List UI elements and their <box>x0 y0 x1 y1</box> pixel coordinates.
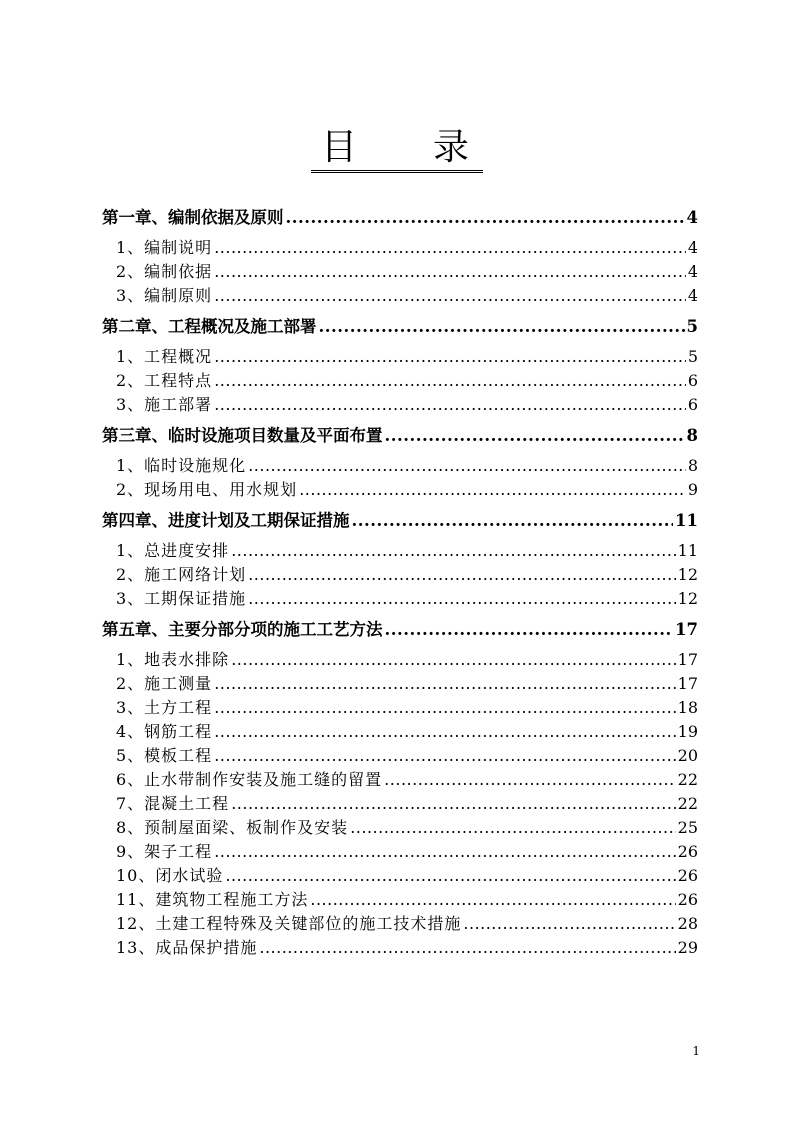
toc-entry-label: 1、临时设施规化 <box>116 456 247 475</box>
toc-dot-leader <box>319 315 685 339</box>
toc-entry-label: 1、编制说明 <box>116 238 213 257</box>
toc-section-entry[interactable] <box>102 816 698 840</box>
toc-entry-label: 13、成品保护措施 <box>116 938 258 957</box>
toc-section-entry[interactable] <box>102 284 698 308</box>
toc-entry-page-number: 17 <box>677 650 698 669</box>
toc-entry-page-number: 22 <box>677 770 698 789</box>
toc-entry-page-number: 4 <box>687 238 698 257</box>
toc-entry-page-number: 8 <box>687 456 698 475</box>
toc-chapter-entry[interactable] <box>102 618 698 642</box>
toc-section-entry[interactable] <box>102 345 698 369</box>
toc-entry-label: 1、总进度安排 <box>116 541 230 560</box>
toc-dot-leader <box>214 260 686 284</box>
toc-entry-page-number: 20 <box>677 746 698 765</box>
toc-dot-leader <box>214 284 686 308</box>
toc-dot-leader <box>286 206 685 230</box>
toc-entry-label: 10、闭水试验 <box>116 866 224 885</box>
toc-dot-leader <box>214 696 675 720</box>
toc-entry-page-number: 28 <box>677 914 698 933</box>
toc-entry-page-number: 6 <box>687 395 698 414</box>
toc-dot-leader <box>299 478 686 502</box>
toc-entry-label: 6、止水带制作安装及施工缝的留置 <box>116 770 383 789</box>
toc-entry-label: 12、土建工程特殊及关键部位的施工技术措施 <box>116 914 462 933</box>
toc-entry-page-number: 12 <box>677 589 698 608</box>
toc-entry-page-number: 22 <box>677 794 698 813</box>
toc-chapter-entry[interactable] <box>102 509 698 533</box>
toc-section-entry[interactable] <box>102 539 698 563</box>
toc-dot-leader <box>259 936 675 960</box>
toc-section-entry[interactable] <box>102 260 698 284</box>
toc-section-entry[interactable] <box>102 672 698 696</box>
toc-dot-leader <box>385 618 674 642</box>
toc-chapter-entry[interactable] <box>102 424 698 448</box>
toc-entry-page-number: 29 <box>677 938 698 957</box>
toc-dot-leader <box>214 345 686 369</box>
toc-chapter-entry[interactable] <box>102 206 698 230</box>
toc-section-entry[interactable] <box>102 768 698 792</box>
toc-section-entry[interactable] <box>102 454 698 478</box>
toc-section-entry[interactable] <box>102 720 698 744</box>
toc-entry-label: 2、施工测量 <box>116 674 213 693</box>
toc-entry-page-number: 12 <box>677 565 698 584</box>
toc-section-entry[interactable] <box>102 840 698 864</box>
toc-dot-leader <box>214 393 686 417</box>
toc-entry-page-number: 11 <box>677 541 698 560</box>
toc-dot-leader <box>352 509 674 533</box>
toc-dot-leader <box>310 888 675 912</box>
toc-entry-page-number: 4 <box>686 208 698 227</box>
toc-section-entry[interactable] <box>102 478 698 502</box>
toc-entry-label: 11、建筑物工程施工方法 <box>116 890 309 909</box>
toc-entry-page-number: 18 <box>677 698 698 717</box>
toc-dot-leader <box>214 744 675 768</box>
toc-entry-label: 2、编制依据 <box>116 262 213 281</box>
toc-section-entry[interactable] <box>102 393 698 417</box>
toc-entry-label: 1、地表水排除 <box>116 650 230 669</box>
toc-entry-label: 3、施工部署 <box>116 395 213 414</box>
toc-entry-page-number: 11 <box>675 511 698 530</box>
toc-entry-page-number: 5 <box>686 317 698 336</box>
toc-entry-label: 8、预制屋面梁、板制作及安装 <box>116 818 349 837</box>
toc-dot-leader <box>463 912 675 936</box>
title-block <box>0 128 794 173</box>
toc-section-entry[interactable] <box>102 236 698 260</box>
toc-dot-leader <box>248 587 675 611</box>
toc-entry-label: 2、工程特点 <box>116 371 213 390</box>
toc-entry-label: 2、施工网络计划 <box>116 565 247 584</box>
toc-entry-label: 第五章、主要分部分项的施工工艺方法 <box>102 620 383 639</box>
toc-entry-label: 7、混凝土工程 <box>116 794 230 813</box>
toc-entry-page-number: 17 <box>677 674 698 693</box>
toc-dot-leader <box>225 864 675 888</box>
toc-dot-leader <box>384 768 675 792</box>
toc-section-entry[interactable] <box>102 936 698 960</box>
toc-section-entry[interactable] <box>102 587 698 611</box>
toc-dot-leader <box>231 792 675 816</box>
toc-section-entry[interactable] <box>102 696 698 720</box>
toc-entry-page-number: 26 <box>677 842 698 861</box>
toc-entry-page-number: 4 <box>687 286 698 305</box>
toc-entry-label: 9、架子工程 <box>116 842 213 861</box>
toc-entry-page-number: 17 <box>675 620 698 639</box>
toc-section-entry[interactable] <box>102 369 698 393</box>
toc-dot-leader <box>214 840 675 864</box>
toc-entry-page-number: 4 <box>687 262 698 281</box>
toc-entry-page-number: 26 <box>677 866 698 885</box>
toc-dot-leader <box>214 672 675 696</box>
page-number: 1 <box>692 1044 700 1058</box>
toc-entry-page-number: 26 <box>677 890 698 909</box>
toc-section-entry[interactable] <box>102 864 698 888</box>
toc-entry-page-number: 6 <box>687 371 698 390</box>
toc-dot-leader <box>214 369 686 393</box>
toc-section-entry[interactable] <box>102 888 698 912</box>
toc-entry-label: 第一章、编制依据及原则 <box>102 208 284 227</box>
page-title <box>311 128 483 173</box>
toc-entry-label: 4、钢筋工程 <box>116 722 213 741</box>
toc-entry-page-number: 9 <box>687 480 698 499</box>
toc-section-entry[interactable] <box>102 744 698 768</box>
toc-entry-label: 第四章、进度计划及工期保证措施 <box>102 511 350 530</box>
toc-dot-leader <box>214 720 675 744</box>
toc-dot-leader <box>385 424 685 448</box>
toc-entry-label: 3、工期保证措施 <box>116 589 247 608</box>
toc-section-entry[interactable] <box>102 792 698 816</box>
table-of-contents <box>102 206 698 960</box>
toc-entry-page-number: 25 <box>677 818 698 837</box>
toc-entry-page-number: 5 <box>687 347 698 366</box>
toc-entry-label: 第二章、工程概况及施工部署 <box>102 317 317 336</box>
toc-entry-page-number: 19 <box>677 722 698 741</box>
toc-dot-leader <box>350 816 675 840</box>
toc-entry-label: 3、编制原则 <box>116 286 213 305</box>
title-char-2: 录 <box>433 127 474 168</box>
toc-dot-leader <box>231 539 675 563</box>
title-char-1: 目 <box>320 127 361 168</box>
toc-section-entry[interactable] <box>102 648 698 672</box>
toc-entry-label: 2、现场用电、用水规划 <box>116 480 298 499</box>
toc-dot-leader <box>248 563 675 587</box>
toc-section-entry[interactable] <box>102 563 698 587</box>
toc-dot-leader <box>248 454 686 478</box>
toc-section-entry[interactable] <box>102 912 698 936</box>
toc-dot-leader <box>214 236 686 260</box>
toc-entry-label: 第三章、临时设施项目数量及平面布置 <box>102 426 383 445</box>
toc-entry-label: 3、土方工程 <box>116 698 213 717</box>
toc-entry-page-number: 8 <box>686 426 698 445</box>
toc-entry-label: 5、模板工程 <box>116 746 213 765</box>
toc-entry-label: 1、工程概况 <box>116 347 213 366</box>
toc-dot-leader <box>231 648 675 672</box>
toc-chapter-entry[interactable] <box>102 315 698 339</box>
